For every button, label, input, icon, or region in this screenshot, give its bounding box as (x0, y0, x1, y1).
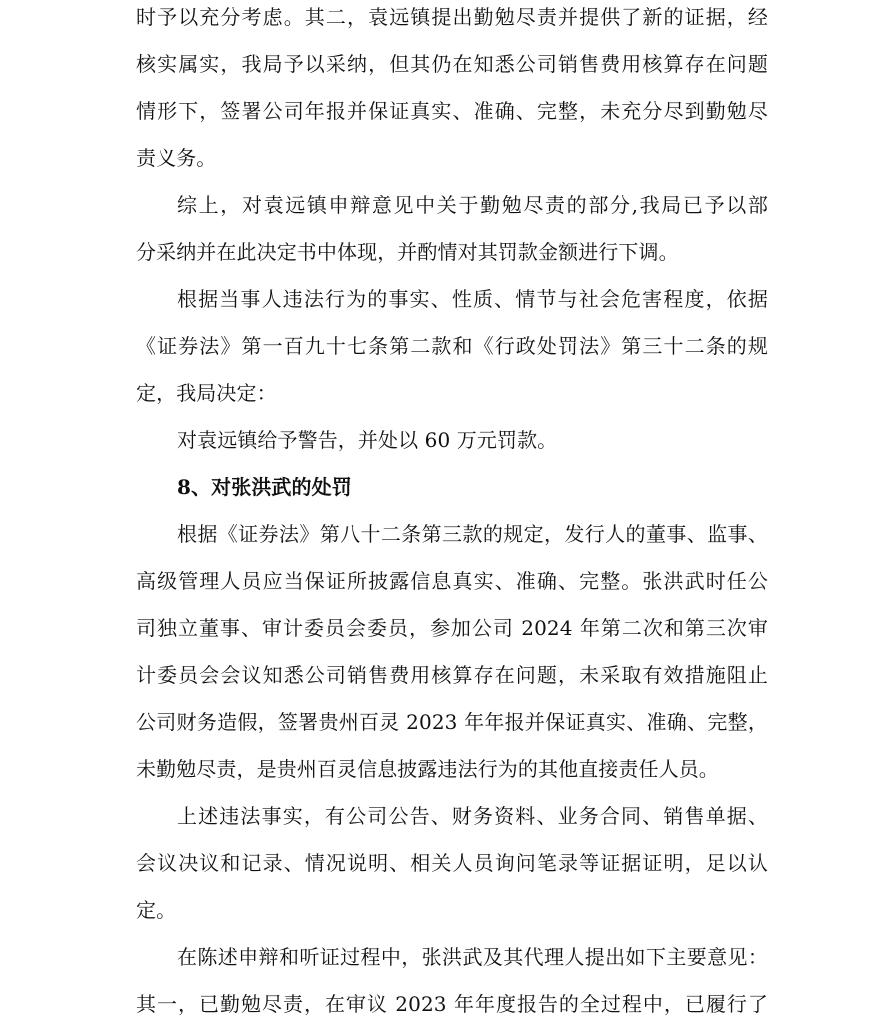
paragraph-line: 计委员会会议知悉公司销售费用核算存在问题，未采取有效措施阻止 (136, 663, 768, 687)
paragraph-line: 司独立董事、审计委员会委员，参加公司 2024 年第二次和第三次审 (136, 616, 768, 640)
paragraph-line: 时予以充分考虑。其二，袁远镇提出勤勉尽责并提供了新的证据，经 (136, 5, 768, 29)
paragraph-line: 定，我局决定： (136, 381, 277, 405)
paragraph-line: 高级管理人员应当保证所披露信息真实、准确、完整。张洪武时任公 (136, 569, 768, 593)
paragraph-line: 核实属实，我局予以采纳，但其仍在知悉公司销售费用核算存在问题 (136, 52, 768, 76)
paragraph-line: 其一，已勤勉尽责，在审议 2023 年年度报告的全过程中，已履行了 (136, 992, 768, 1016)
paragraph-line: 情形下，签署公司年报并保证真实、准确、完整，未充分尽到勤勉尽 (136, 99, 768, 123)
paragraph-line: 公司财务造假，签署贵州百灵 2023 年年报并保证真实、准确、完整， (136, 710, 768, 734)
paragraph-line: 定。 (136, 898, 177, 922)
paragraph-line: 责义务。 (136, 146, 217, 170)
paragraph-line: 《证券法》第一百九十七条第二款和《行政处罚法》第三十二条的规 (136, 334, 768, 358)
section-heading: 8、对张洪武的处罚 (177, 475, 352, 499)
paragraph-line: 根据当事人违法行为的事实、性质、情节与社会危害程度，依据 (177, 287, 768, 311)
paragraph-line: 会议决议和记录、情况说明、相关人员询问笔录等证据证明，足以认 (136, 851, 768, 875)
paragraph-line: 根据《证券法》第八十二条第三款的规定，发行人的董事、监事、 (177, 522, 768, 546)
paragraph-line: 对袁远镇给予警告，并处以 60 万元罚款。 (177, 428, 558, 452)
paragraph-line: 未勤勉尽责，是贵州百灵信息披露违法行为的其他直接责任人员。 (136, 757, 719, 781)
paragraph-line: 上述违法事实，有公司公告、财务资料、业务合同、销售单据、 (177, 804, 768, 828)
paragraph-line: 分采纳并在此决定书中体现，并酌情对其罚款金额进行下调。 (136, 240, 679, 264)
paragraph-line: 在陈述申辩和听证过程中，张洪武及其代理人提出如下主要意见： (177, 945, 768, 969)
paragraph-line: 综上，对袁远镇申辩意见中关于勤勉尽责的部分,我局已予以部 (177, 193, 768, 217)
